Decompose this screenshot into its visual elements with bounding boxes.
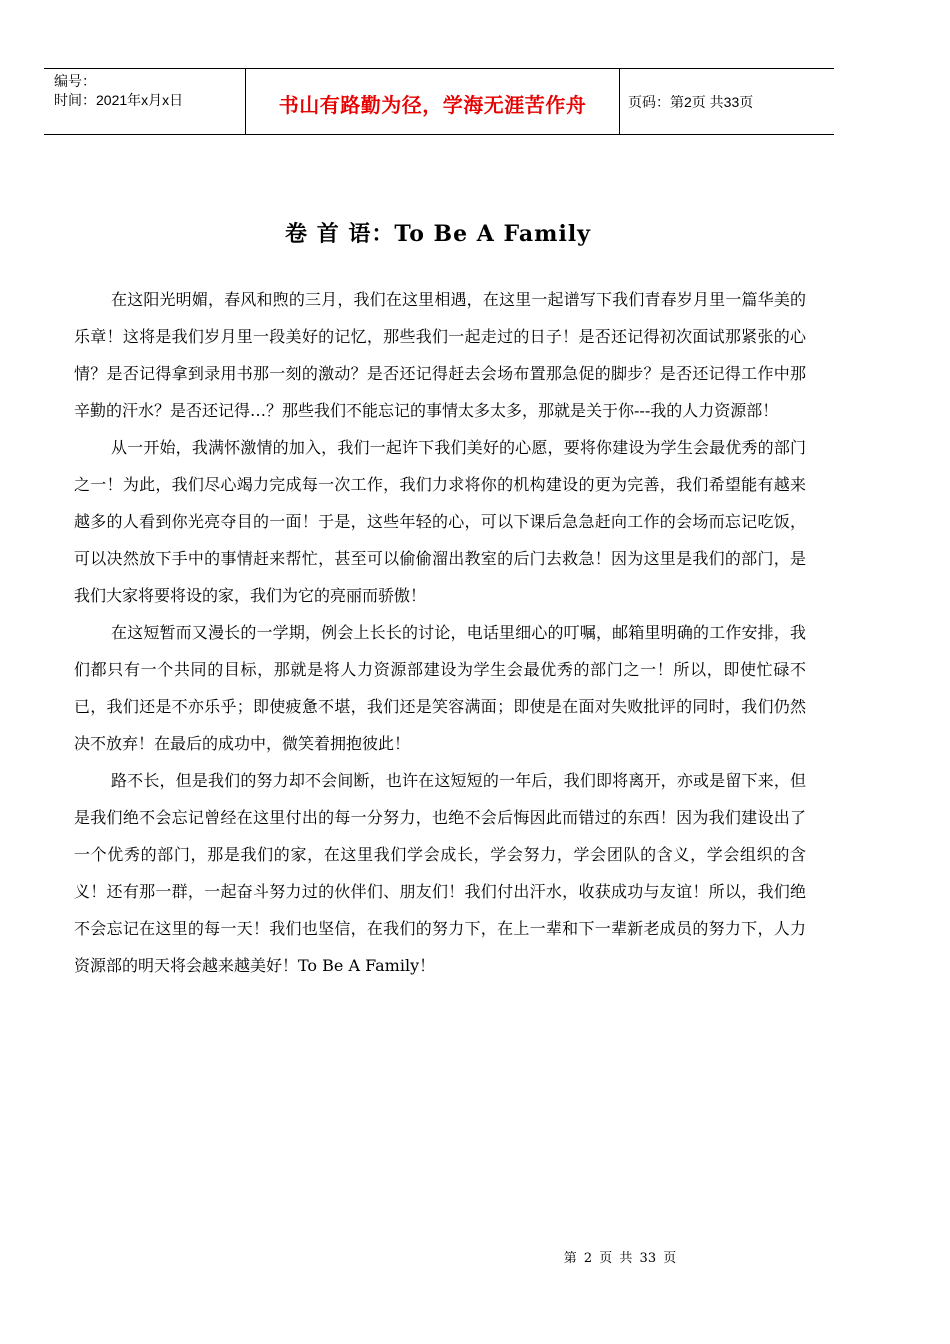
- body-paragraph: 在这阳光明媚，春风和煦的三月，我们在这里相遇，在这里一起谱写下我们青春岁月里一篇华美的乐章！这将是我们岁月里一段美好的记忆，那些我们一起走过的日子！是否还记得初次面试那紧张的心情？是否记得拿到录用书那一刻的激动？是否还记得赶去会场布置那急促的脚步？是否还记得工作中那辛勤的汗水？是否还记得…？那些我们不能忘记的事情太多太多，那就是关于你---我的人力资源部！: [74, 290, 806, 420]
- document-number-label: 编号：: [54, 73, 96, 89]
- header-meta: [44, 69, 245, 134]
- header-page-code-cell: [620, 69, 834, 134]
- body-paragraph: 路不长，但是我们的努力却不会间断，也许在这短短的一年后，我们即将离开，亦或是留下来，但是我们绝不会忘记曾经在这里付出的每一分努力，也绝不会后悔因此而错过的东西！因为我们建设出了一个优秀的部门，那是我们的家，在这里我们学会成长，学会努力，学会团队的含义，学会组织的含义！还有那一群，一起奋斗努力过的伙伴们、朋友们！我们付出汗水，收获成功与友谊！所以，我们绝不会忘记在这里的每一天！我们也坚信，在我们的努力下，在上一辈和下一辈新老成员的努力下，人力资源部的明天将会越来越美好！To Be A Family！: [74, 771, 806, 975]
- document-title: 卷 首 语：To Be A Family: [285, 221, 591, 247]
- body-paragraph: 从一开始，我满怀激情的加入，我们一起许下我们美好的心愿，要将你建设为学生会最优秀的部门之一！为此，我们尽心竭力完成每一次工作，我们力求将你的机构建设的更为完善，我们希望能有越来越多的人看到你光亮夺目的一面！于是，这些年轻的心，可以下课后急急赶向工作的会场而忘记吃饭，可以决然放下手中的事情赶来帮忙，甚至可以偷偷溜出教室的后门去救急！因为这里是我们的部门，是我们大家将要将设的家，我们为它的亮丽而骄傲！: [74, 438, 806, 605]
- document-body: [74, 281, 806, 984]
- header-page-code: 页码：第2页 共33页: [628, 93, 754, 110]
- header-motto-cell: [245, 69, 620, 134]
- header-motto: 书山有路勤为径，学海无涯苦作舟: [278, 93, 587, 117]
- body-paragraph: 在这短暂而又漫长的一学期，例会上长长的讨论，电话里细心的叮嘱，邮箱里明确的工作安排，我们都只有一个共同的目标，那就是将人力资源部建设为学生会最优秀的部门之一！所以，即使忙碌不已，我们还是不亦乐乎；即使疲惫不堪，我们还是笑容满面；即使是在面对失败批评的同时，我们仍然决不放弃！在最后的成功中，微笑着拥抱彼此！: [74, 623, 806, 753]
- page-header: [44, 68, 834, 135]
- document-date: 时间：2021年x月x日: [54, 92, 184, 108]
- page-footer: 第 2 页 共 33 页: [563, 1251, 677, 1266]
